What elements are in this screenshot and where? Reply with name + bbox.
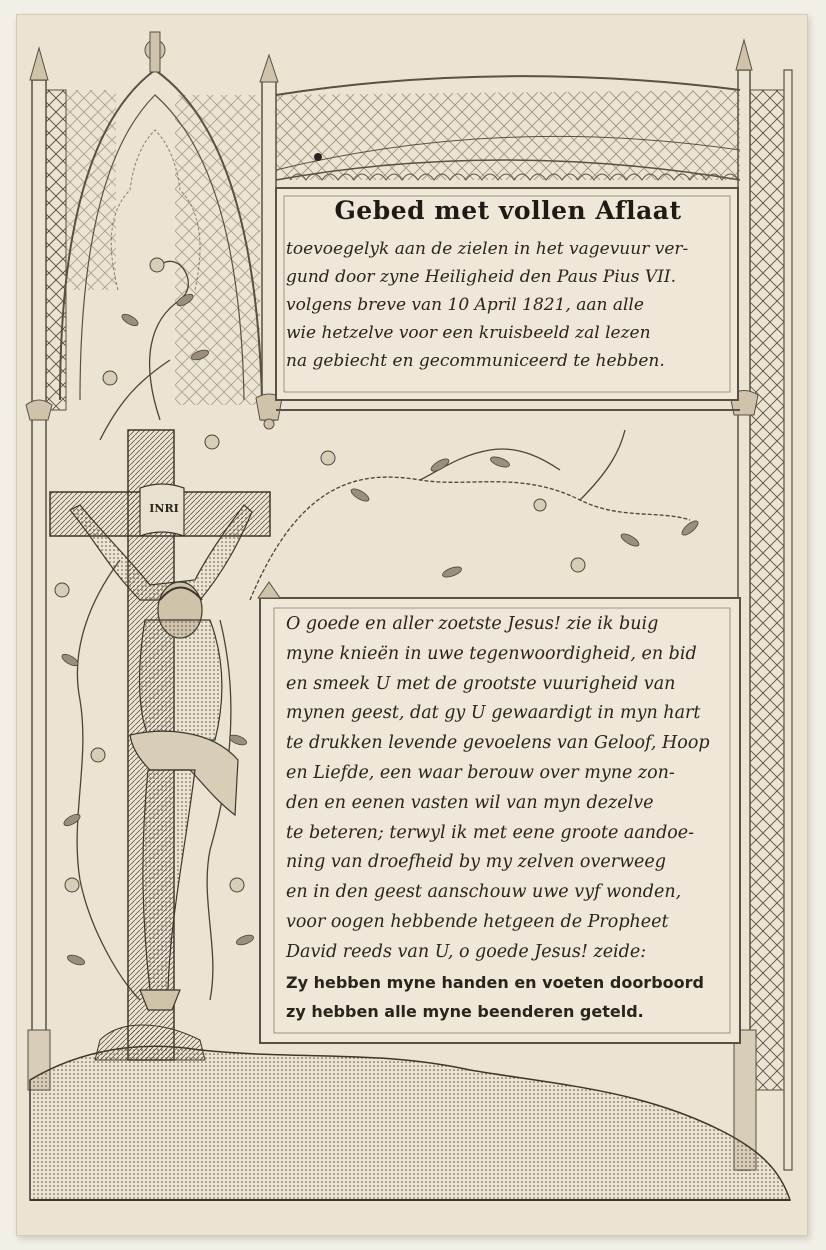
prayer-line: voor oogen hebbende hetgeen de Propheet <box>286 911 669 932</box>
card-title: Gebed met vollen Aflaat <box>334 196 682 225</box>
prayer-line: en Liefde, een waar berouw over myne zon- <box>286 762 675 783</box>
prayer-line: en smeek U met de grootste vuurigheid van <box>286 673 676 694</box>
inri-text: INRI <box>149 502 179 515</box>
intro-line: volgens breve van 10 April 1821, aan alle <box>286 295 644 315</box>
prayer-line-scripture: Zy hebben myne handen en voeten doorboord <box>286 972 704 992</box>
prayer-text-box <box>280 610 740 1030</box>
prayer-line: den en eenen vasten wil van myn dezelve <box>286 792 654 813</box>
prayer-line: mynen geest, dat gy U gewaardigt in myn hart <box>286 703 701 724</box>
prayer-line: myne knieën in uwe tegenwoordigheid, en bid <box>286 643 697 664</box>
prayer-line: en in den geest aanschouw uwe vyf wonden, <box>286 882 682 903</box>
intro-line: toevoegelyk aan de zielen in het vagevuur ver- <box>286 239 689 259</box>
gothic-arch <box>46 32 262 405</box>
prayer-line: David reeds van U, o goede Jesus! zeide: <box>286 941 647 962</box>
prayer-line: O goede en aller zoetste Jesus! zie ik buig <box>286 614 659 634</box>
intro-line: gund door zyne Heiligheid den Paus Pius VII. <box>286 267 676 287</box>
prayer-line: te beteren; terwyl ik met eene groote aandoe- <box>286 822 695 843</box>
top-canopy <box>276 76 740 180</box>
indulgence-heading-box <box>278 190 738 400</box>
prayer-line-scripture: zy hebben alle myne beenderen geteld. <box>286 1002 644 1022</box>
prayer-line: te drukken levende gevoelens van Geloof, Hoop <box>286 733 710 754</box>
intro-line: na gebiecht en gecommuniceerd te hebben. <box>286 351 665 371</box>
grassy-mound <box>30 1025 790 1200</box>
intro-line: wie hetzelve voor een kruisbeeld zal lezen <box>286 323 651 343</box>
prayer-line: ning van droefheid by my zelven overweeg <box>286 852 666 873</box>
